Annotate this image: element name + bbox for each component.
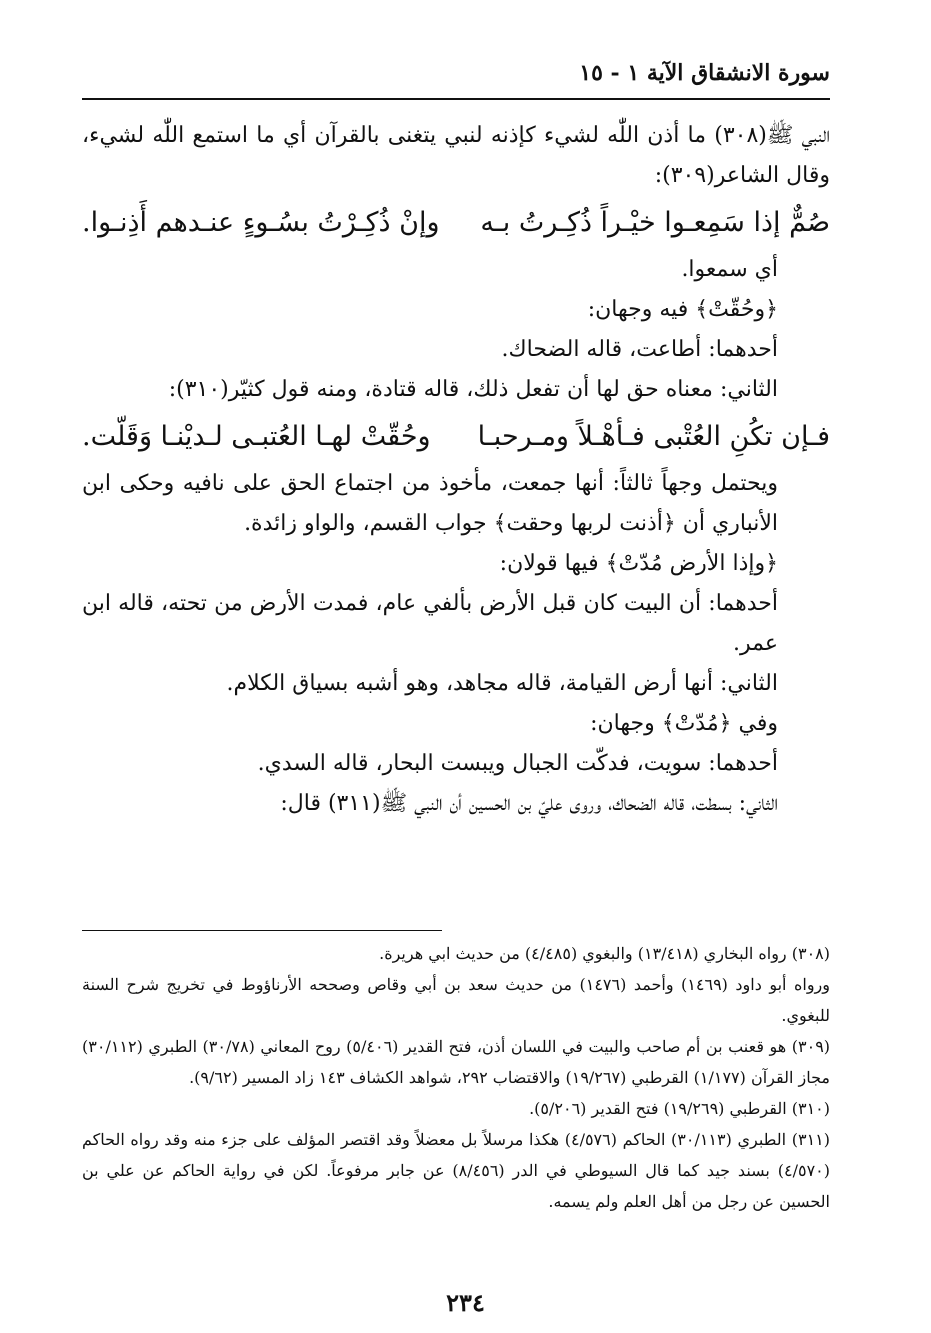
- paragraph: الثاني: أنها أرض القيامة، قاله مجاهد، وهو أشبه بسياق الكلام.: [226, 671, 778, 696]
- verse-first-hemistich: صُمٌّ إذا سَمِعـوا خيْـراً ذُكِـرتُ بـه: [480, 207, 830, 238]
- paragraph: ﴿وإذا الأرض مُدّتْ﴾ فيها قولان:: [499, 551, 778, 576]
- paragraph: أحدهما: أطاعت، قاله الضحاك.: [501, 337, 778, 362]
- page-number: ٢٣٤: [446, 1288, 485, 1317]
- paragraph: الثاني: معناه حق لها أن تفعل ذلك، قاله قتادة، ومنه قول كثيّر(٣١٠):: [168, 377, 778, 402]
- paragraph: النبي ﷺ(٣٠٨) ما أذن اللّٰه لشيء كإذنه لنبي يتغنى بالقرآن أي ما استمع اللّٰه لشيء، وقال الشاعر(٣٠٩):: [82, 123, 831, 188]
- paragraph: ويحتمل وجهاً ثالثاً: أنها جمعت، مأخوذ من اجتماع الحق على نافيه وحكى ابن الأنباري أن ﴿أذنت لربها وحقت﴾ جواب القسم، والواو زائدة.: [82, 471, 778, 536]
- footnote: ورواه أبو داود (١٤٦٩) وأحمد (١٤٧٦) من حديث سعد بن أبي وقاص وصححه الأرناؤوط في تخريج شرح السنة للبغوي.: [82, 975, 830, 1025]
- verse-second-hemistich: وحُقّتْ لهـا العُتبـى لـديْنـا وَقَلّت.: [82, 421, 431, 452]
- verse-second-hemistich: وإنْ ذُكِـرْتُ بسُـوءٍ عنـدهم أَذِنـوا.: [82, 207, 440, 238]
- paragraph: أحدهما: أن البيت كان قبل الأرض بألفي عام، فمدت الأرض من تحته، قاله ابن عمر.: [82, 591, 778, 656]
- paragraph: ﴿وحُقّتْ﴾ فيه وجهان:: [587, 297, 778, 322]
- footnote: (٣٠٨) رواه البخاري (١٣/٤١٨) والبغوي (٤/٤٨٥) من حديث ابي هريرة.: [379, 944, 830, 963]
- paragraph: أحدهما: سويت، فدكّت الجبال ويبست البحار، قاله السدي.: [257, 751, 778, 776]
- running-header: سورة الانشقاق الآية ١ - ١٥: [579, 60, 830, 86]
- main-text: [82, 116, 830, 824]
- footnote: (٣١١) الطبري (٣٠/١١٣) الحاكم (٤/٥٧٦) هكذا مرسلاً بل معضلاً وقد اقتصر المؤلف على جزء منه وقد رواه الحاكم (٤/٥٧٠) بسند جيد كما قال السيوطي في الدر (٨/٤٥٦) عن جابر مرفوعاً. لكن في رواية الحاكم عن علي بن الحسين عن رجل من أهل العلم ولم يسمه.: [82, 1130, 830, 1211]
- paragraph: أي سمعوا.: [681, 257, 778, 282]
- paragraph: وفي ﴿مُدّتْ﴾ وجهان:: [590, 711, 778, 736]
- header-rule: [82, 98, 830, 100]
- verse-first-hemistich: فـإن تكُنِ العُتْبى فـأهْـلاً ومـرحبـا: [477, 421, 830, 452]
- footnote: (٣٠٩) هو قعنب بن أم صاحب والبيت في اللسان أذن، فتح القدير (٥/٤٠٦) روح المعاني (٣٠/٧٨) الطبري (٣٠/١١٢) مجاز القرآن (١/١٧٧) القرطبي (١٩/٢٦٧) والاقتضاب ٢٩٢، شواهد الكشاف ١٤٣ زاد المسير (٩/٦٢).: [82, 1037, 831, 1087]
- paragraph: الثاني: بسطت، قاله الضحاك، وروى عليّ بن الحسين أن النبي ﷺ(٣١١) قال:: [280, 791, 778, 816]
- footnote-separator: [82, 930, 442, 931]
- poetry-verse: [82, 196, 830, 250]
- poetry-verse: [82, 410, 830, 464]
- footnotes: [82, 938, 830, 1217]
- footnote: (٣١٠) القرطبي (١٩/٢٦٩) فتح القدير (٥/٢٠٦).: [529, 1099, 830, 1118]
